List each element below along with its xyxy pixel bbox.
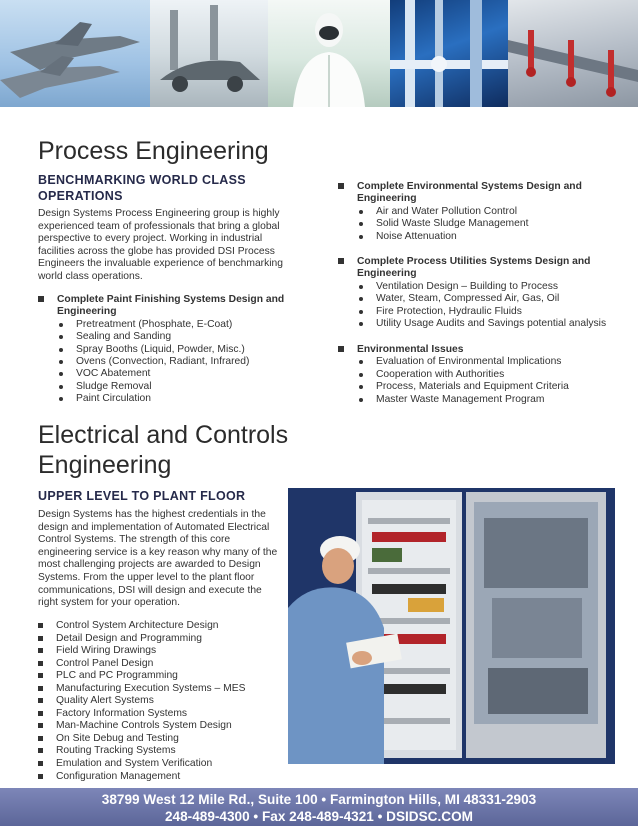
list-item: Sealing and Sanding [57,331,288,343]
paint-label: Complete Paint Finishing Systems Design and Engineering [57,294,285,318]
electrical-services-list [38,620,288,783]
square-bullet-icon [38,711,43,716]
list-item: Routing Tracking Systems [38,745,288,758]
dot-bullet-icon [359,222,363,226]
environmental-label: Complete Environmental Systems Design and Engineering [357,181,582,205]
square-bullet-icon [38,736,43,741]
dot-bullet-icon [359,385,363,389]
list-item: Ovens (Convection, Radiant, Infrared) [57,356,288,368]
list-item: Utility Usage Audits and Savings potential analysis [357,318,608,330]
list-item: Spray Booths (Liquid, Powder, Misc.) [57,344,288,356]
contact-footer [0,788,638,826]
list-item: Paint Circulation [57,393,288,405]
square-bullet-icon [38,723,43,728]
list-item [338,181,608,243]
square-bullet-icon [38,686,43,691]
list-item: Master Waste Management Program [357,394,608,406]
list-item: Fire Protection, Hydraulic Fluids [357,306,608,318]
square-bullet-icon [38,661,43,666]
list-item: Pretreatment (Phosphate, E-Coat) [57,319,288,331]
list-item: Evaluation of Environmental Implications [357,356,608,368]
list-item: On Site Debug and Testing [38,733,288,746]
list-item: Configuration Management [38,771,288,784]
issues-label: Environmental Issues [357,344,464,355]
process-subtitle: BENCHMARKING WORLD CLASS OPERATIONS [38,173,246,203]
robot-car-body-photo [150,0,268,107]
environmental-issues-list [338,344,608,406]
list-item: Factory Information Systems [38,708,288,721]
fighter-jets-photo [0,0,150,107]
list-item: Emulation and System Verification [38,758,288,771]
industrial-piping-photo [390,0,508,107]
dot-bullet-icon [359,322,363,326]
list-item: PLC and PC Programming [38,670,288,683]
dot-bullet-icon [59,323,63,327]
footer-contact: 248-489-4300 • Fax 248-489-4321 • DSIDSC.COM [165,809,473,824]
list-item [38,294,288,406]
square-bullet-icon [38,698,43,703]
header-photo-banner [0,0,638,107]
square-bullet-icon [38,761,43,766]
footer-address: 38799 West 12 Mile Rd., Suite 100 • Farmington Hills, MI 48331-2903 [101,792,537,807]
environmental-systems-list [338,181,608,243]
list-item: Quality Alert Systems [38,695,288,708]
process-engineering-title: Process Engineering [38,137,269,165]
dot-bullet-icon [359,360,363,364]
list-item: Control System Architecture Design [38,620,288,633]
dot-bullet-icon [359,398,363,402]
square-bullet-icon [38,748,43,753]
list-item: Air and Water Pollution Control [357,206,608,218]
list-item: Field Wiring Drawings [38,645,288,658]
square-bullet-icon [338,346,344,352]
process-intro: Design Systems Process Engineering group is highly experienced team of professionals that bring a global perspective to every project. Working in industrial facilities across the globe has provided DSI Process Engineers the invaluable experience of benchmarking world class operations. [38,208,283,282]
dot-bullet-icon [59,397,63,401]
dot-bullet-icon [359,235,363,239]
electrical-title-line2: Engineering [38,451,172,479]
list-item: Water, Steam, Compressed Air, Gas, Oil [357,293,608,305]
square-bullet-icon [38,623,43,628]
square-bullet-icon [38,636,43,641]
dot-bullet-icon [359,210,363,214]
square-bullet-icon [38,774,43,779]
list-item: Solid Waste Sludge Management [357,218,608,230]
technician-control-panel-photo [288,488,615,764]
dot-bullet-icon [359,310,363,314]
dot-bullet-icon [59,372,63,376]
electrical-subtitle: UPPER LEVEL TO PLANT FLOOR [38,489,246,503]
electrical-intro: Design Systems has the highest credentials in the design and implementation of Automated Electrical Control Systems. The strength of this core engineering service is a key reason why many of the most challenging projects are awarded to Design Systems. From the upper level to the plant floor communications, DSI will design and execute the right system for your operation. [38,509,278,609]
list-item: Sludge Removal [57,381,288,393]
list-item: Control Panel Design [38,658,288,671]
square-bullet-icon [38,296,44,302]
dot-bullet-icon [59,348,63,352]
list-item: Manufacturing Execution Systems – MES [38,683,288,696]
square-bullet-icon [338,258,344,264]
list-item: Noise Attenuation [357,231,608,243]
dot-bullet-icon [59,335,63,339]
dot-bullet-icon [359,285,363,289]
square-bullet-icon [38,673,43,678]
conveyor-line-photo [508,0,638,107]
clean-room-worker-photo [268,0,390,107]
list-item: Process, Materials and Equipment Criteria [357,381,608,393]
electrical-title-line1: Electrical and Controls [38,421,289,449]
list-item: Ventilation Design – Building to Process [357,281,608,293]
dot-bullet-icon [59,360,63,364]
square-bullet-icon [338,183,344,189]
list-item: Cooperation with Authorities [357,369,608,381]
list-item [338,344,608,406]
list-item: Man-Machine Controls System Design [38,720,288,733]
utilities-label: Complete Process Utilities Systems Design and Engineering [357,256,591,280]
square-bullet-icon [38,648,43,653]
list-item [338,256,608,330]
process-utilities-list [338,256,608,330]
list-item: Detail Design and Programming [38,633,288,646]
dot-bullet-icon [359,297,363,301]
paint-finishing-list [38,294,288,406]
list-item: VOC Abatement [57,368,288,380]
dot-bullet-icon [359,373,363,377]
dot-bullet-icon [59,385,63,389]
